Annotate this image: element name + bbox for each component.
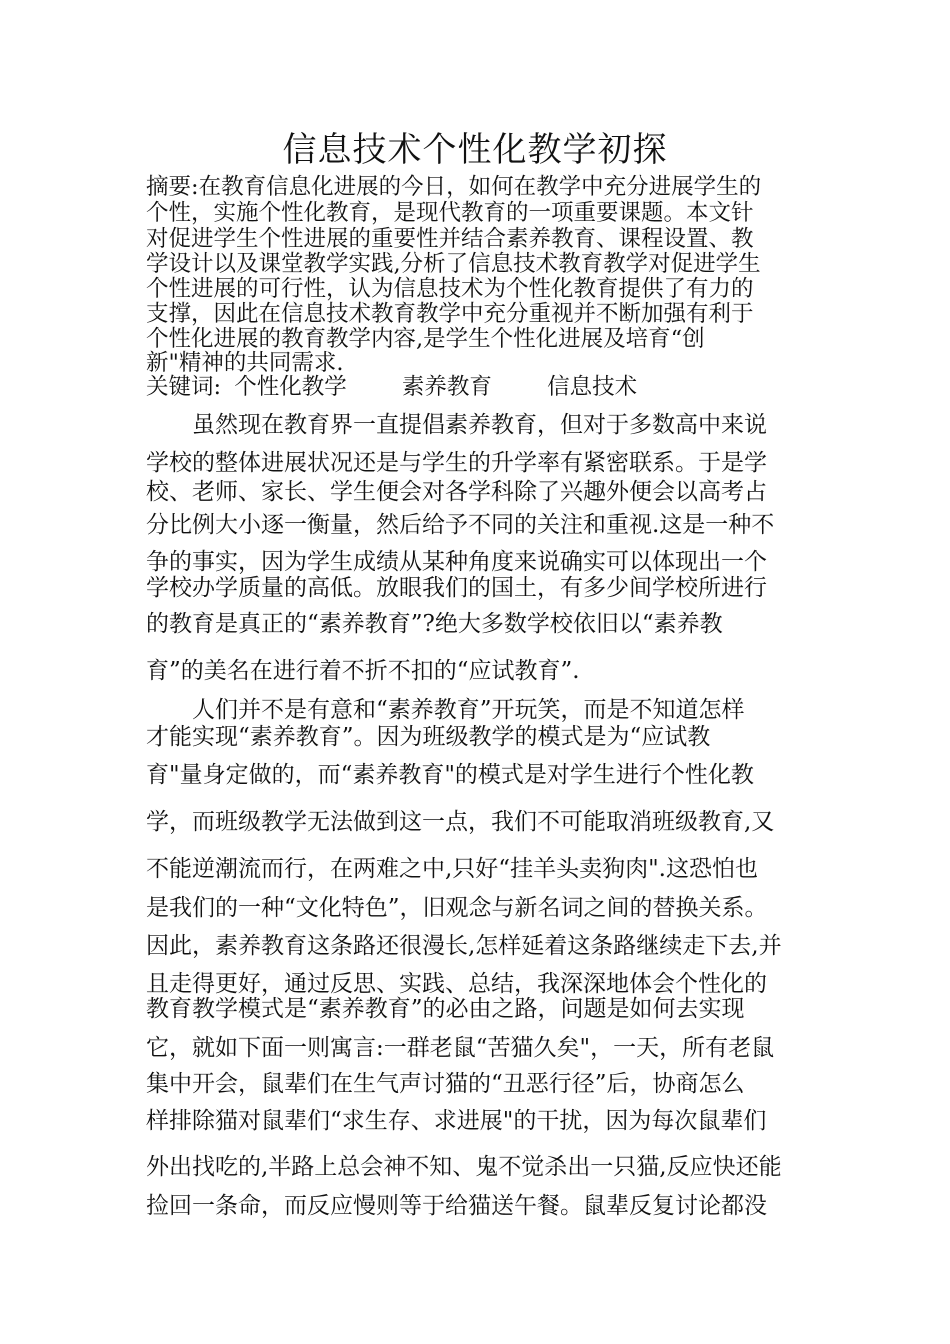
body-line: 集中开会，鼠辈们在生气声讨猫的“丑恶行径”后，协商怎么 [146,1071,745,1097]
body-line: 校、老师、家长、学生便会对各学科除了兴趣外便会以高考占 [146,479,767,505]
abstract-line: 对促进学生个性进展的重要性并结合素养教育、课程设置、教 [146,226,754,252]
keywords-label: 关键词: [146,374,222,400]
body-line: 争的事实，因为学生成绩从某种角度来说确实可以体现出一个 [146,549,767,575]
body-line: 因此，素养教育这条路还很漫长,怎样延着这条路继续走下去,并 [146,933,782,959]
abstract-line: 摘要:在教育信息化进展的今日，如何在教学中充分进展学生的 [146,174,762,200]
abstract-line: 学设计以及课堂教学实践,分析了信息技术教育教学对促进学生 [146,251,761,277]
keyword: 个性化教学 [234,374,347,400]
keyword: 信息技术 [547,374,638,400]
abstract-line: 个性，实施个性化教育，是现代教育的一项重要课题。本文针 [146,200,754,226]
abstract-line: 个性进展的可行性，认为信息技术为个性化教育提供了有力的 [146,276,754,302]
body-line: 它，就如下面一则寓言:一群老鼠“苦猫久矣"，一天，所有老鼠 [146,1035,775,1061]
body-line: 才能实现“素养教育”。因为班级教学的模式是为“应试教 [146,724,711,750]
body-line: 学，而班级教学无法做到这一点，我们不可能取消班级教育,又 [146,809,775,835]
body-line: 的教育是真正的“素养教育”?绝大多数学校依旧以“素养教 [146,611,723,637]
abstract-line: 支撑，因此在信息技术教育教学中充分重视并不断加强有利于 [146,301,754,327]
body-line: 分比例大小逐一衡量，然后给予不同的关注和重视.这是一种不 [146,512,775,538]
body-line: 样排除猫对鼠辈们“求生存、求进展"的干扰，因为每次鼠辈们 [146,1108,767,1134]
body-line: 是我们的一种“文化特色”，旧观念与新名词之间的替换关系。 [146,895,768,921]
keyword: 素养教育 [401,374,492,400]
body-line: 育”的美名在进行着不折不扣的“应试教育”. [146,658,580,684]
body-line: 不能逆潮流而行，在两难之中,只好“挂羊头卖狗肉".这恐怕也 [146,856,758,882]
body-line: 教育教学模式是“素养教育”的必由之路，问题是如何去实现 [146,996,745,1022]
body-line: 人们并不是有意和“素养教育”开玩笑，而是不知道怎样 [146,697,745,723]
body-line: 虽然现在教育界一直提倡素养教育，但对于多数高中来说 [146,412,767,438]
keywords-line [146,374,637,400]
body-line: 且走得更好，通过反思、实践、总结，我深深地体会个性化的 [146,971,767,997]
body-line: 育"量身定做的，而“素养教育"的模式是对学生进行个性化教 [146,762,754,788]
abstract-line: 新"精神的共同需求. [146,350,344,376]
abstract-line: 个性化进展的教育教学内容,是学生个性化进展及培育“创 [146,326,705,352]
body-line: 学校的整体进展状况还是与学生的升学率有紧密联系。于是学 [146,450,767,476]
body-line: 学校办学质量的高低。放眼我们的国土，有多少间学校所进行 [146,575,767,601]
document-title: 信息技术个性化教学初探 [282,130,668,170]
body-line: 捡回一条命，而反应慢则等于给猫送午餐。鼠辈反复讨论都没 [146,1193,767,1219]
body-line: 外出找吃的,半路上总会神不知、鬼不觉杀出一只猫,反应快还能 [146,1154,782,1180]
